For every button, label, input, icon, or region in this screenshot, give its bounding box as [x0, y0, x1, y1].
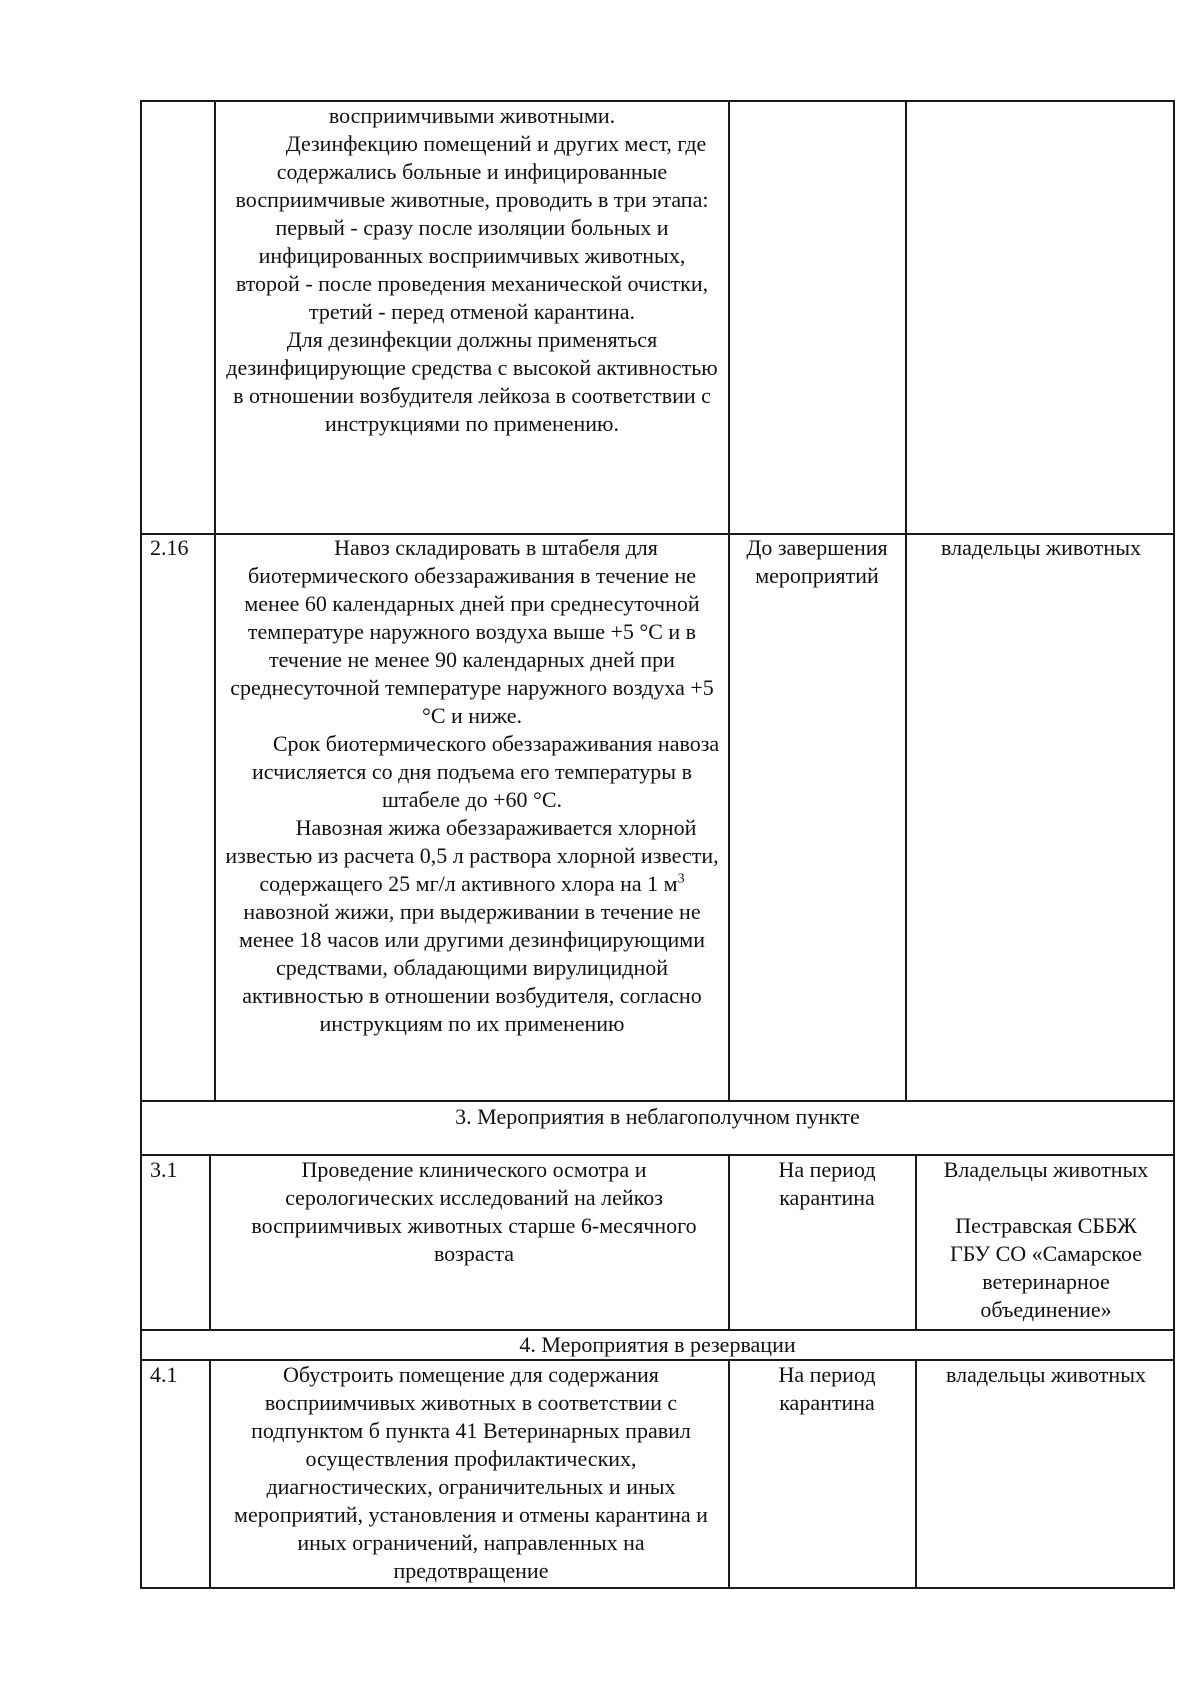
row-31-term: На период карантина — [778, 1157, 876, 1210]
cont-paragraph-2: Дезинфекцию помещений и других мест, где содержались больные и инфицированные восприимчивые животные, проводить в три этапа: первый - сразу после изоляции больных и инфицированных восприимчивых животных, второй - после проведения механической очистки, третий - перед отменой карантина. — [235, 131, 709, 324]
col-divider-text-41 — [728, 1359, 730, 1589]
row-216-term: До завершения мероприятий — [746, 535, 888, 588]
row-41-text: Обустроить помещение для содержания восприимчивых животных в соответствии с подпунктом б пункта 41 Ветеринарных правил осуществления профилактических, диагностических, ограничительных и иных мероприятий, установления и отмены карантина и иных ограничений, направленных на предотвращение — [234, 1362, 708, 1583]
col-divider-number-41 — [209, 1359, 211, 1589]
row-41-term: На период карантина — [778, 1362, 876, 1415]
row-216-text — [224, 534, 720, 1038]
col-divider-term-31 — [915, 1154, 917, 1331]
table-bottom-border — [140, 1587, 1175, 1589]
r216-paragraph-3-part-a: Навозная жижа обеззараживается хлорной известью из расчета 0,5 л раствора хлорной извести, содержащего 25 мг/л активного хлора на 1 м — [225, 815, 719, 896]
row-31-responsible — [920, 1156, 1172, 1324]
row-31-number: 3.1 — [150, 1157, 178, 1182]
superscript-3: 3 — [677, 871, 685, 887]
row-31-text: Проведение клинического осмотра и серологических исследований на лейкоз восприимчивых животных старше 6-месячного возраста — [251, 1157, 697, 1266]
row-41-number: 4.1 — [150, 1362, 178, 1387]
col-divider-term — [905, 100, 907, 1102]
col-divider-text-31 — [728, 1154, 730, 1331]
row-216-number: 2.16 — [150, 535, 189, 560]
section-3-title: 3. Мероприятия в неблагополучном пункте — [455, 1104, 860, 1129]
col-divider-text — [728, 100, 730, 1102]
row-216-responsible: владельцы животных — [941, 535, 1141, 560]
row-divider-section3 — [140, 1100, 1175, 1102]
cont-paragraph-1: восприимчивыми животными. — [328, 103, 616, 128]
r216-paragraph-3-part-b: навозной жижи, при выдерживании в течение не менее 18 часов или другими дезинфицирующими средствами, обладающими вирулицидной активностью в отношении возбудителя, согласно инструкциям по их применению — [239, 899, 705, 1036]
section-4-title: 4. Мероприятия в резервации — [519, 1332, 796, 1357]
row-continuation-text — [224, 102, 720, 438]
col-divider-number-31 — [209, 1154, 211, 1331]
table-right-border — [1173, 100, 1175, 1589]
row-31-responsible-2: Пестравская СББЖ ГБУ СО «Самарское ветеринарное объединение» — [949, 1213, 1143, 1322]
col-divider-term-41 — [915, 1359, 917, 1589]
col-divider-number — [214, 100, 216, 1102]
r216-paragraph-1: Навоз складировать в штабеля для биотермического обеззараживания в течение не менее 60 календарных дней при среднесуточной температуре наружного воздуха выше +5 °С и в течение не менее 90 календарных дней при среднесуточной температуре наружного воздуха +5 °С и ниже. — [230, 535, 714, 728]
r216-paragraph-3 — [224, 814, 720, 1038]
cont-paragraph-3: Для дезинфекции должны применяться дезинфицирующие средства с высокой активностью в отношении возбудителя лейкоза в соответствии с инструкциями по применению. — [226, 327, 718, 436]
table-left-border — [140, 100, 142, 1589]
row-31-responsible-1: Владельцы животных — [943, 1157, 1149, 1182]
r216-paragraph-2: Срок биотермического обеззараживания навоза исчисляется со дня подъема его температуры в штабеле до +60 °С. — [252, 731, 720, 812]
row-41-responsible: владельцы животных — [946, 1362, 1146, 1387]
